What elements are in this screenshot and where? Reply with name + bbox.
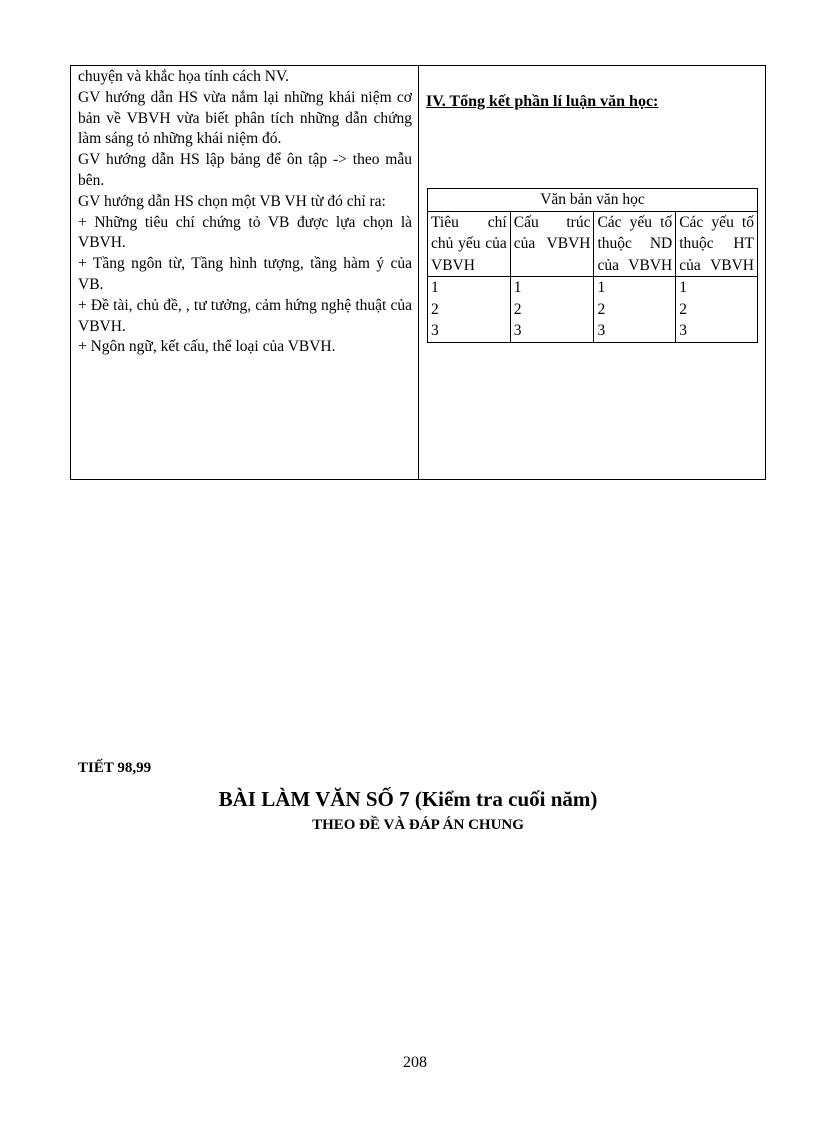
list-item: 1 — [431, 279, 439, 296]
lesson-subtitle: THEO ĐỀ VÀ ĐÁP ÁN CHUNG — [312, 817, 524, 833]
list-item: 3 — [597, 322, 606, 339]
activity-line-3: GV hướng dẫn HS lập bảng để ôn tập -> theo mẫu bên. — [78, 151, 412, 189]
lesson-label: TIẾT 98,99 — [78, 760, 152, 776]
list-item: 2 — [597, 300, 606, 318]
list-item: 2 — [679, 300, 687, 318]
table-caption: Văn bản văn học — [428, 189, 758, 212]
activity-line-5: + Những tiêu chí chứng tỏ VB được lựa chọn là VBVH. — [78, 213, 412, 252]
lesson-plan-table — [70, 65, 766, 480]
page-number: 208 — [403, 1054, 427, 1071]
activity-line-1: chuyện và khắc họa tính cách NV. — [78, 68, 290, 85]
list-item: 3 — [513, 322, 522, 339]
activity-line-6: + Tầng ngôn từ, Tầng hình tượng, tầng hàm ý của VB. — [78, 255, 412, 293]
list-item: 2 — [431, 300, 439, 318]
table-cell — [676, 277, 758, 343]
section-heading: IV. Tổng kết phần lí luận văn học: — [426, 93, 659, 110]
activity-line-4: GV hướng dẫn HS chọn một VB VH từ đó chỉ ra: — [78, 192, 386, 210]
column-header-content: Các yếu tố thuộc ND của VBVH — [594, 211, 676, 277]
activity-line-7: + Đề tài, chủ đề, , tư tưởng, cảm hứng nghệ thuật của VBVH. — [78, 296, 412, 335]
column-divider — [418, 66, 419, 479]
teacher-activity-column — [78, 67, 412, 358]
list-item: 3 — [679, 322, 687, 339]
list-item: 2 — [513, 300, 522, 318]
activity-line-2: GV hướng dẫn HS vừa nắm lại những khái niệm cơ bản về VBVH vừa biết phân tích những dẫn chứng làm sáng tỏ những khái niệm đó. — [78, 88, 412, 148]
list-item: 1 — [679, 279, 687, 296]
lesson-title: BÀI LÀM VĂN SỐ 7 (Kiểm tra cuối năm) — [218, 787, 598, 811]
literary-text-summary-table — [427, 188, 758, 343]
list-item: 1 — [597, 279, 606, 296]
list-item: 3 — [431, 322, 439, 339]
column-header-structure: Cấu trúc của VBVH — [510, 211, 594, 277]
column-header-criteria: Tiêu chí chủ yếu của VBVH — [428, 211, 511, 277]
table-cell — [594, 277, 676, 343]
table-cell — [428, 277, 511, 343]
table-cell — [510, 277, 594, 343]
column-header-form: Các yếu tố thuộc HT của VBVH — [676, 211, 758, 277]
activity-line-8: + Ngôn ngữ, kết cấu, thể loại của VBVH. — [78, 338, 336, 356]
list-item: 1 — [513, 279, 522, 296]
